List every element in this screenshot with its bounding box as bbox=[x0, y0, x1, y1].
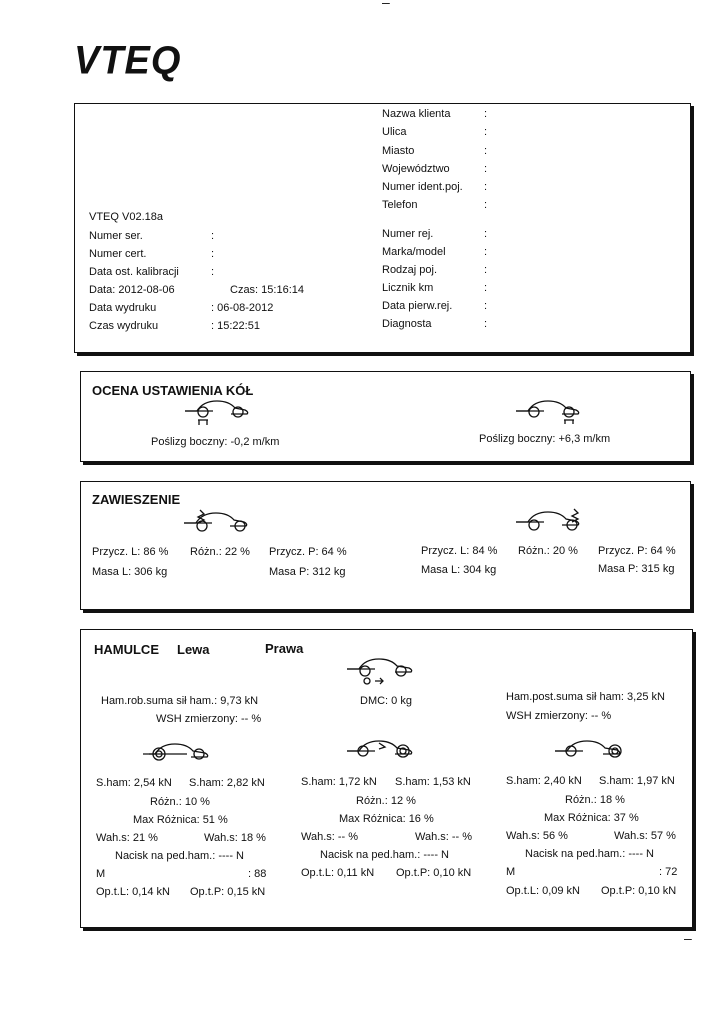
car-rear-suspension-icon bbox=[514, 507, 584, 537]
label-make-model: Marka/model bbox=[382, 246, 446, 258]
colon: : bbox=[484, 300, 488, 312]
dmc-value: DMC: 0 kg bbox=[360, 695, 412, 707]
parking-wah-left: Wah.s: 56 % bbox=[506, 830, 568, 842]
rear-opt-left: Op.t.L: 0,11 kN bbox=[301, 867, 375, 879]
label-print-time: Czas wydruku bbox=[89, 320, 159, 332]
susp-front-adh-left: Przycz. L: 86 % bbox=[92, 546, 169, 558]
rear-diff: Różn.: 12 % bbox=[356, 795, 416, 807]
label-street: Ulica bbox=[382, 126, 407, 138]
car-parking-brake-icon bbox=[553, 737, 629, 765]
susp-rear-mass-left: Masa L: 304 kg bbox=[421, 564, 497, 576]
car-dmc-icon bbox=[345, 655, 417, 687]
label-print-date: Data wydruku bbox=[89, 302, 157, 314]
car-rear-axle-icon bbox=[514, 396, 584, 426]
parking-opt-left: Op.t.L: 0,09 kN bbox=[506, 885, 580, 897]
suspension-title: ZAWIESZENIE bbox=[92, 492, 181, 507]
brakes-left-label: Lewa bbox=[177, 642, 210, 657]
label-client-name: Nazwa klienta bbox=[382, 108, 451, 120]
front-opt-right: Op.t.P: 0,15 kN bbox=[190, 886, 266, 898]
susp-rear-mass-right: Masa P: 315 kg bbox=[598, 563, 675, 575]
colon: : bbox=[484, 145, 488, 157]
vteq-logo: VTEQ bbox=[74, 38, 182, 84]
label-reg-number: Numer rej. bbox=[382, 228, 434, 240]
print-time-value: : 15:22:51 bbox=[211, 320, 260, 332]
rear-pedal-force: Nacisk na ped.ham.: ---- N bbox=[320, 849, 449, 861]
colon: : bbox=[484, 282, 488, 294]
car-front-brake-icon bbox=[141, 740, 213, 768]
parking-max-diff: Max Różnica: 37 % bbox=[544, 812, 639, 824]
car-front-suspension-icon bbox=[182, 508, 252, 538]
alignment-title: OCENA USTAWIENIA KÓŁ bbox=[92, 383, 254, 398]
rear-sham-right: S.ham: 1,53 kN bbox=[395, 776, 471, 788]
parking-sham-left: S.ham: 2,40 kN bbox=[506, 775, 582, 787]
front-m-label: M bbox=[96, 868, 106, 880]
front-max-diff: Max Różnica: 51 % bbox=[133, 814, 228, 826]
susp-rear-diff: Różn.: 20 % bbox=[518, 545, 578, 557]
test-time: Czas: 15:16:14 bbox=[230, 284, 304, 296]
front-diff: Różn.: 10 % bbox=[150, 796, 210, 808]
susp-front-mass-left: Masa L: 306 kg bbox=[92, 566, 168, 578]
front-wah-right: Wah.s: 18 % bbox=[204, 832, 266, 844]
rear-wah-left: Wah.s: -- % bbox=[301, 831, 359, 843]
front-sham-left: S.ham: 2,54 kN bbox=[96, 777, 172, 789]
label-diagnostician: Diagnosta bbox=[382, 318, 432, 330]
parking-sham-right: S.ham: 1,97 kN bbox=[599, 775, 675, 787]
parking-pedal-force: Nacisk na ped.ham.: ---- N bbox=[525, 848, 654, 860]
label-vehicle-type: Rodzaj poj. bbox=[382, 264, 438, 276]
rear-sham-left: S.ham: 1,72 kN bbox=[301, 776, 377, 788]
brakes-right-label: Prawa bbox=[265, 641, 304, 656]
label-city: Miasto bbox=[382, 145, 415, 157]
parking-diff: Różn.: 18 % bbox=[565, 794, 625, 806]
front-sham-right: S.ham: 2,82 kN bbox=[189, 777, 265, 789]
colon: : bbox=[484, 163, 488, 175]
colon: : bbox=[484, 199, 488, 211]
label-calibration: Data ost. kalibracji bbox=[89, 266, 179, 278]
front-opt-left: Op.t.L: 0,14 kN bbox=[96, 886, 170, 898]
colon: : bbox=[484, 108, 488, 120]
alignment-front-value: Poślizg boczny: -0,2 m/km bbox=[151, 436, 280, 448]
susp-rear-adh-right: Przycz. P: 64 % bbox=[598, 545, 676, 557]
brakes-title: HAMULCE bbox=[94, 642, 159, 657]
print-date-value: : 06-08-2012 bbox=[211, 302, 274, 314]
rear-max-diff: Max Różnica: 16 % bbox=[339, 813, 434, 825]
colon: : bbox=[484, 181, 488, 193]
colon: : bbox=[484, 126, 488, 138]
label-serial: Numer ser. bbox=[89, 230, 143, 242]
label-odometer: Licznik km bbox=[382, 282, 434, 294]
label-cert: Numer cert. bbox=[89, 248, 147, 260]
susp-rear-adh-left: Przycz. L: 84 % bbox=[421, 545, 498, 557]
service-brake-wsh: WSH zmierzony: -- % bbox=[156, 713, 262, 725]
colon: : bbox=[211, 248, 215, 260]
colon: : bbox=[484, 246, 488, 258]
parking-wah-right: Wah.s: 57 % bbox=[614, 830, 676, 842]
colon: : bbox=[211, 266, 215, 278]
front-m-value: : 88 bbox=[248, 868, 267, 880]
parking-m-value: : 72 bbox=[659, 866, 678, 878]
susp-front-adh-right: Przycz. P: 64 % bbox=[269, 546, 347, 558]
colon: : bbox=[484, 228, 488, 240]
front-wah-left: Wah.s: 21 % bbox=[96, 832, 158, 844]
front-pedal-force: Nacisk na ped.ham.: ---- N bbox=[115, 850, 244, 862]
susp-front-mass-right: Masa P: 312 kg bbox=[269, 566, 346, 578]
colon: : bbox=[484, 318, 488, 330]
label-province: Województwo bbox=[382, 163, 450, 175]
scan-mark: ‒ bbox=[382, 0, 390, 10]
label-first-reg: Data pierw.rej. bbox=[382, 300, 453, 312]
parking-opt-right: Op.t.P: 0,10 kN bbox=[601, 885, 677, 897]
susp-front-diff: Różn.: 22 % bbox=[190, 546, 250, 558]
colon: : bbox=[484, 264, 488, 276]
parking-brake-sum: Ham.post.suma sił ham: 3,25 kN bbox=[506, 691, 665, 703]
device-version: VTEQ V02.18a bbox=[89, 211, 163, 223]
car-front-axle-icon bbox=[183, 396, 253, 426]
rear-opt-right: Op.t.P: 0,10 kN bbox=[396, 867, 472, 879]
car-rear-brake-icon bbox=[345, 737, 417, 765]
service-brake-sum: Ham.rob.suma sił ham.: 9,73 kN bbox=[101, 695, 259, 707]
label-vehicle-id: Numer ident.poj. bbox=[382, 181, 463, 193]
alignment-rear-value: Poślizg boczny: +6,3 m/km bbox=[479, 433, 611, 445]
parking-brake-wsh: WSH zmierzony: -- % bbox=[506, 710, 612, 722]
scan-mark: ‒ bbox=[684, 930, 692, 946]
rear-wah-right: Wah.s: -- % bbox=[415, 831, 473, 843]
label-phone: Telefon bbox=[382, 199, 418, 211]
test-date: Data: 2012-08-06 bbox=[89, 284, 175, 296]
parking-m-label: M bbox=[506, 866, 516, 878]
colon: : bbox=[211, 230, 215, 242]
